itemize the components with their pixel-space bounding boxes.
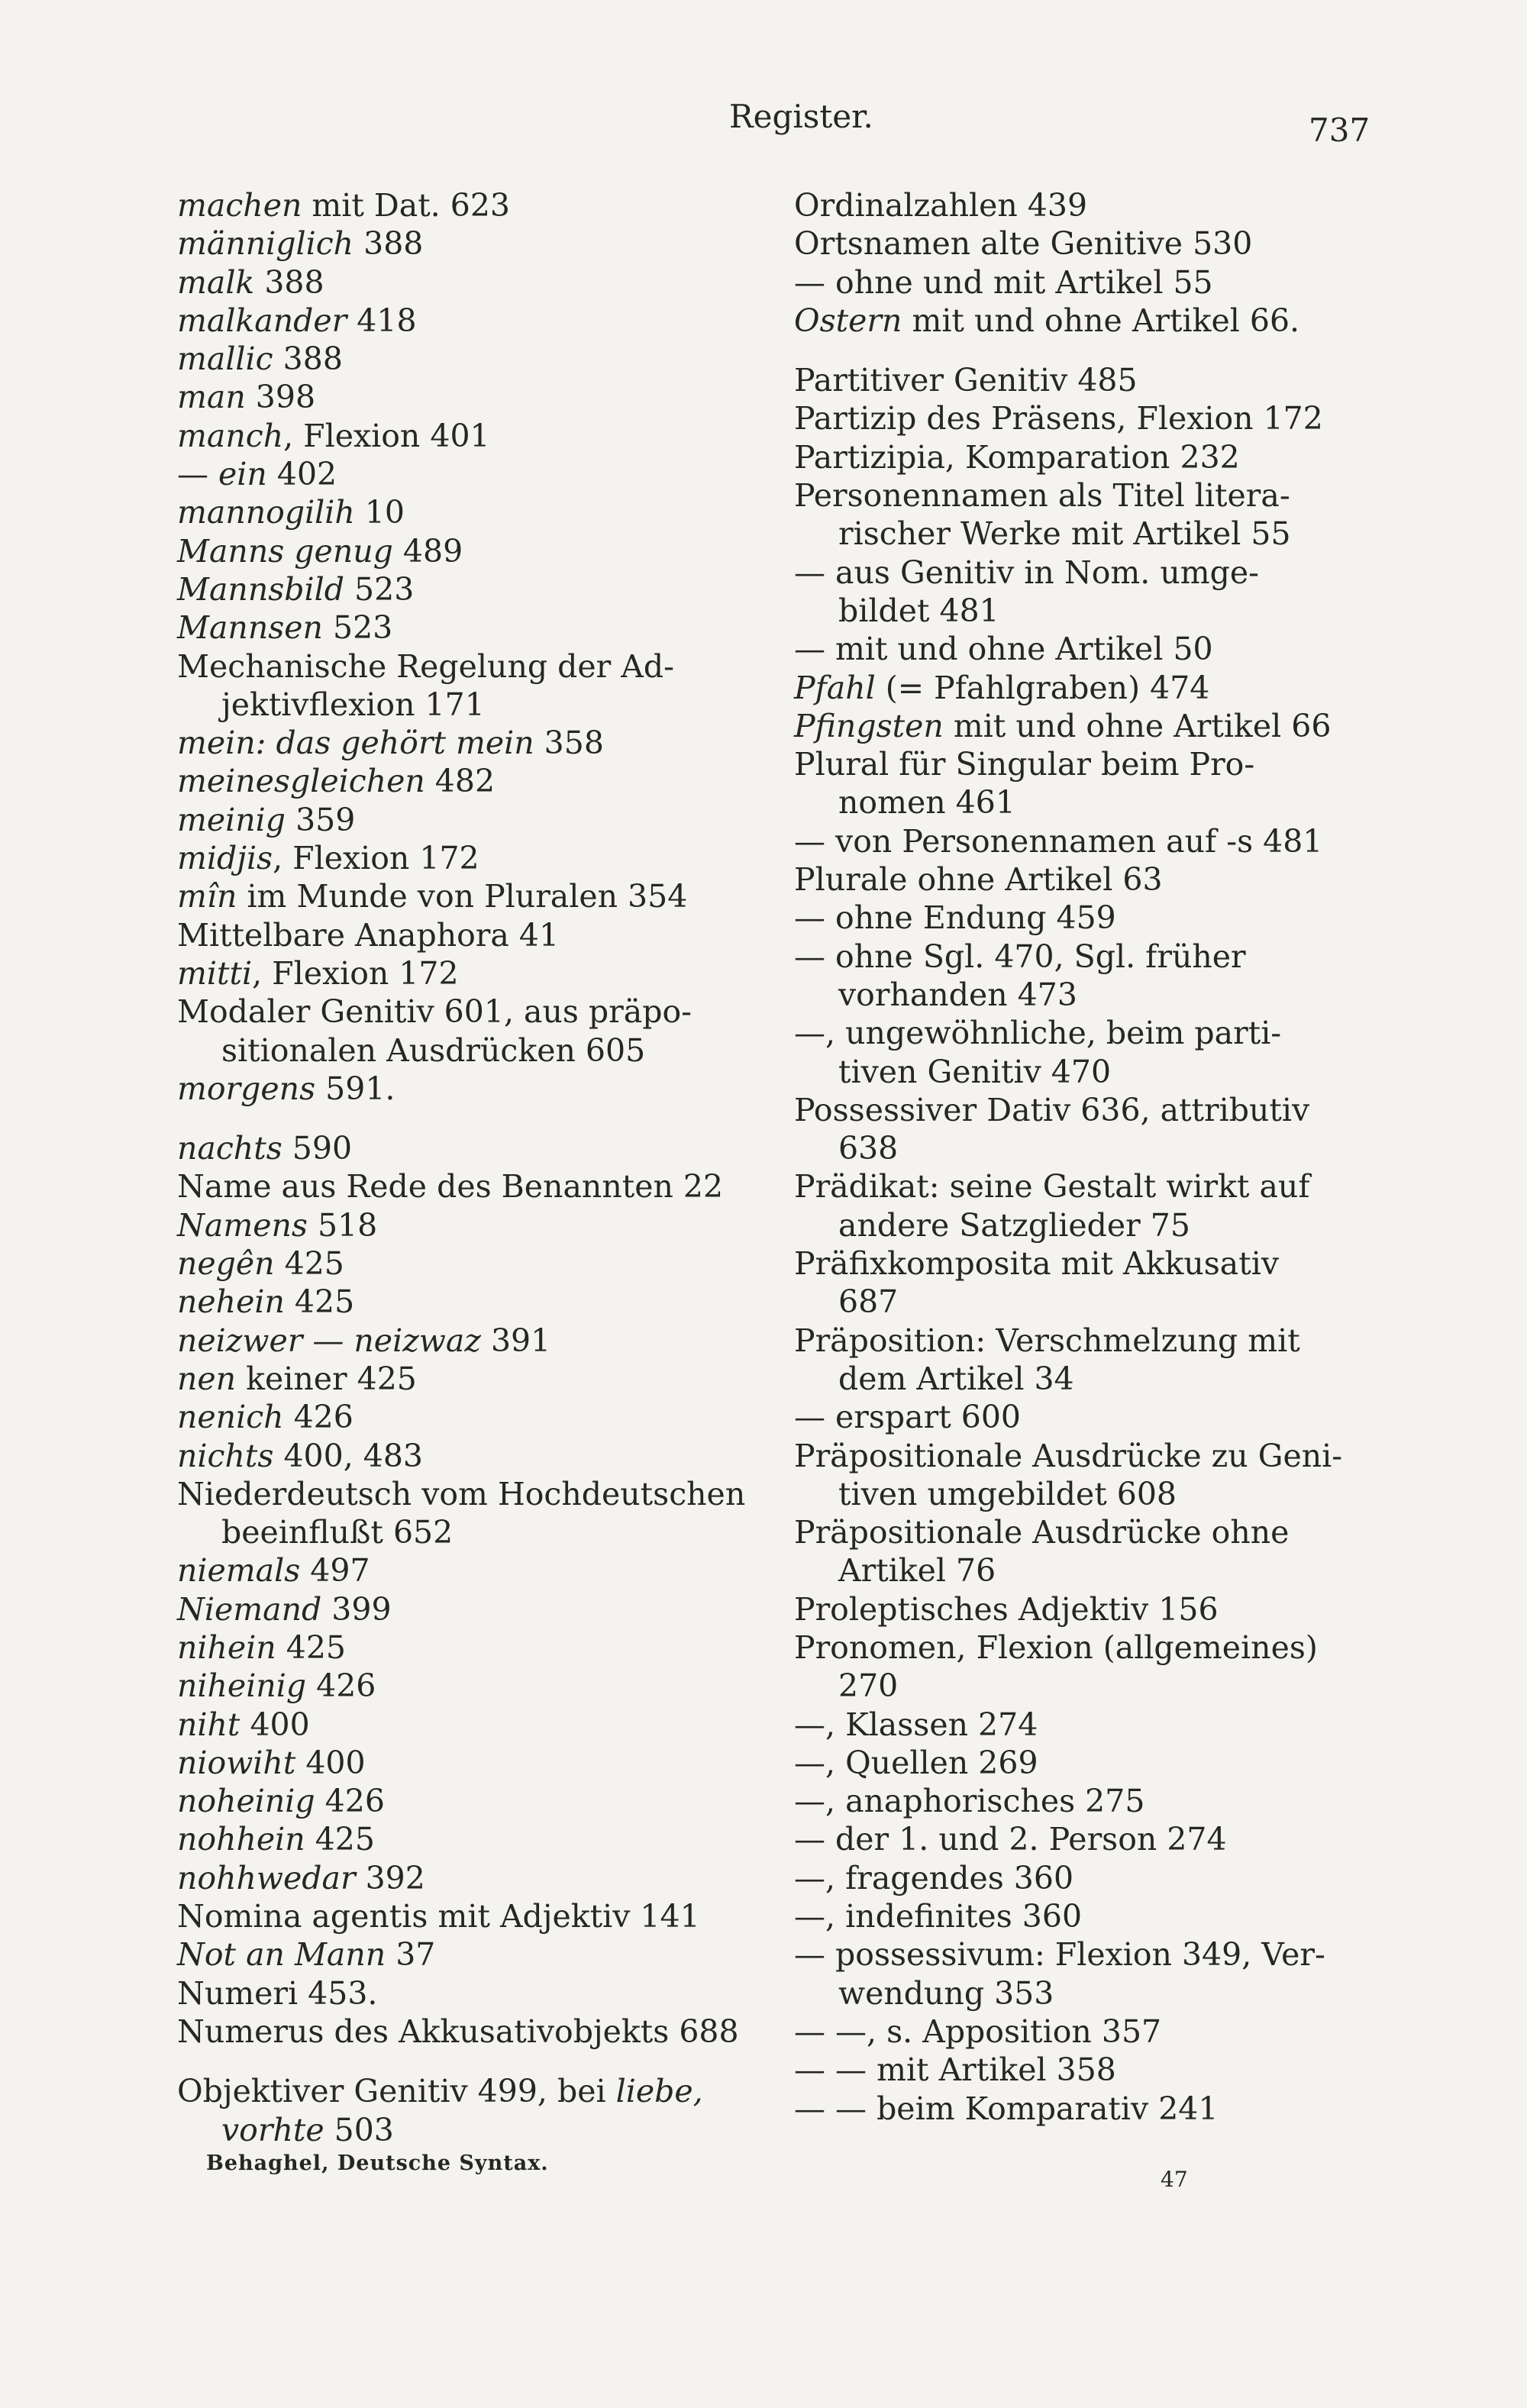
entry-text: — aus Genitiv in Nom. umge- <box>794 554 1259 591</box>
index-entry <box>177 1360 757 1398</box>
index-entry <box>794 554 1355 592</box>
entry-text: 398 <box>245 379 316 416</box>
entry-text: 400 <box>295 1744 366 1781</box>
entry-text: 426 <box>283 1399 354 1436</box>
entry-text: mit und ohne Artikel 66 <box>943 707 1332 744</box>
index-entry <box>794 1706 1355 1744</box>
entry-text: Präpositionale Ausdrücke ohne <box>794 1514 1290 1551</box>
entry-headword: liebe, <box>615 2073 703 2110</box>
entry-text: —, fragendes 360 <box>794 1859 1074 1896</box>
entry-headword: mîn <box>177 878 237 915</box>
index-entry <box>794 2090 1355 2128</box>
entry-prefix: — <box>177 456 219 493</box>
entry-text: 426 <box>306 1667 376 1705</box>
entry-text: —, Klassen 274 <box>794 1706 1038 1743</box>
entry-headword: niheinig <box>177 1667 307 1705</box>
index-entry <box>177 1398 757 1436</box>
entry-text: 400 <box>240 1706 310 1743</box>
entry-text: — der 1. und 2. Person 274 <box>794 1821 1227 1858</box>
entry-text: dem Artikel 34 <box>838 1360 1074 1397</box>
index-entry <box>177 1206 757 1244</box>
entry-text: beeinflußt 652 <box>221 1514 454 1551</box>
entry-text: 359 <box>286 801 356 838</box>
index-entry <box>177 532 757 570</box>
index-entry <box>177 1244 757 1283</box>
entry-headword: nohhein <box>177 1821 305 1858</box>
entry-headword: Manns genug <box>177 532 393 570</box>
entry-headword: machen <box>177 187 302 224</box>
index-entry <box>794 822 1355 860</box>
index-entry <box>794 186 1355 224</box>
entry-text: Nomina agentis mit Adjektiv 141 <box>177 1898 700 1935</box>
index-entry <box>794 1744 1355 1782</box>
index-entry <box>794 515 1355 553</box>
entry-headword: nohhwedar <box>177 1859 356 1896</box>
entry-text: 687 <box>838 1283 899 1321</box>
entry-text: — erspart 600 <box>794 1399 1021 1436</box>
index-entry <box>794 938 1355 976</box>
index-entry <box>177 455 757 493</box>
index-entry <box>177 570 757 608</box>
index-entry <box>177 1513 757 1551</box>
index-entry <box>177 647 757 686</box>
entry-text: im Munde von Pluralen 354 <box>237 878 688 915</box>
left-index-column <box>177 186 757 2149</box>
index-entry <box>177 378 757 416</box>
index-entry <box>794 224 1355 263</box>
entry-text: 638 <box>838 1130 899 1167</box>
index-entry <box>794 1551 1355 1590</box>
entry-headword: mannogilih <box>177 494 355 531</box>
entry-text: Partizipia, Komparation 232 <box>794 438 1240 476</box>
entry-text: Possessiver Dativ 636, attributiv <box>794 1091 1310 1128</box>
entry-headword: nichts <box>177 1437 274 1474</box>
index-entry <box>177 801 757 839</box>
entry-headword: Namens <box>177 1206 308 1244</box>
index-entry <box>177 1475 757 1513</box>
entry-headword: Niemand <box>177 1590 322 1628</box>
entry-text: Artikel 76 <box>838 1552 996 1590</box>
index-entry <box>794 1590 1355 1628</box>
index-entry <box>794 1859 1355 1897</box>
index-entry <box>177 1322 757 1360</box>
entry-text: rischer Werke mit Artikel 55 <box>838 515 1291 553</box>
entry-text: jektivflexion 171 <box>221 686 485 723</box>
entry-headword: nenich <box>177 1399 284 1436</box>
entry-text: Numeri 453. <box>177 1974 378 2012</box>
entry-text: Präfixkomposita mit Akkusativ <box>794 1245 1279 1283</box>
entry-text: 489 <box>392 532 463 570</box>
entry-text: tiven umgebildet 608 <box>838 1475 1177 1512</box>
entry-headword: nachts <box>177 1130 282 1167</box>
entry-text: — — mit Artikel 358 <box>794 2051 1116 2089</box>
index-entry <box>794 438 1355 476</box>
index-entry <box>794 1667 1355 1705</box>
entry-headword: nehein <box>177 1283 285 1321</box>
index-entry <box>177 954 757 993</box>
entry-text: 425 <box>305 1821 375 1858</box>
entry-headword: meinesgleichen <box>177 763 425 800</box>
entry-text: 497 <box>300 1552 370 1590</box>
entry-headword: meinig <box>177 801 286 838</box>
entry-text: Partizip des Präsens, Flexion 172 <box>794 400 1323 437</box>
entry-text: mit und ohne Artikel 66. <box>902 302 1300 339</box>
index-entry <box>177 1897 757 1935</box>
index-entry <box>177 993 757 1031</box>
index-entry <box>177 839 757 877</box>
entry-text: 591. <box>315 1070 395 1107</box>
entry-headword: Ostern <box>794 302 902 339</box>
entry-text: Präposition: Verschmelzung mit <box>794 1322 1300 1359</box>
entry-headword: nen <box>177 1360 237 1397</box>
index-entry <box>794 899 1355 937</box>
index-entry <box>794 263 1355 302</box>
index-entry <box>794 1360 1355 1398</box>
index-entry <box>177 608 757 647</box>
entry-text: 391 <box>480 1322 551 1359</box>
entry-headword: malk <box>177 263 255 301</box>
entry-headword: Mannsen <box>177 609 323 647</box>
entry-headword: midjis <box>177 840 273 877</box>
index-entry <box>794 669 1355 707</box>
index-entry <box>177 263 757 302</box>
index-entry <box>177 1031 757 1070</box>
entry-headword: mallic <box>177 341 273 378</box>
index-entry <box>794 1244 1355 1283</box>
entry-text: 358 <box>534 725 604 762</box>
index-entry <box>177 302 757 340</box>
entry-text: 418 <box>347 302 417 339</box>
index-entry <box>177 762 757 800</box>
index-entry <box>177 1129 757 1167</box>
entry-text: —, ungewöhnliche, beim parti- <box>794 1015 1282 1052</box>
entry-text: sitionalen Ausdrücken 605 <box>221 1031 646 1069</box>
entry-headword: morgens <box>177 1070 316 1107</box>
entry-text: — — beim Komparativ 241 <box>794 2090 1219 2127</box>
index-entry <box>177 1437 757 1475</box>
index-entry <box>794 302 1355 340</box>
entry-headword: man <box>177 379 246 416</box>
index-entry <box>177 1283 757 1321</box>
entry-text: Ordinalzahlen 439 <box>794 187 1088 224</box>
entry-text: Mittelbare Anaphora 41 <box>177 916 560 954</box>
entry-headword: negên <box>177 1245 275 1283</box>
entry-text: 402 <box>266 456 337 493</box>
index-entry <box>177 186 757 224</box>
entry-headword: manch <box>177 417 284 454</box>
entry-text: Plural für Singular beim Pro- <box>794 746 1255 783</box>
entry-headword: niemals <box>177 1552 301 1590</box>
entry-text: Modaler Genitiv 601, aus präpo- <box>177 993 692 1031</box>
index-entry <box>177 1590 757 1628</box>
index-entry <box>794 1820 1355 1858</box>
entry-text: Präpositionale Ausdrücke zu Geni- <box>794 1437 1343 1474</box>
index-entry <box>794 1053 1355 1091</box>
index-entry <box>177 1744 757 1782</box>
entry-text: 523 <box>322 609 393 647</box>
index-entry <box>177 1859 757 1897</box>
entry-text: 425 <box>284 1283 355 1321</box>
index-entry <box>794 1322 1355 1360</box>
entry-text: Niederdeutsch vom Hochdeutschen <box>177 1475 746 1512</box>
right-index-column <box>794 186 1355 2128</box>
index-entry <box>177 1820 757 1858</box>
entry-text: 392 <box>355 1859 425 1896</box>
entry-text: 590 <box>282 1130 353 1167</box>
index-entry <box>794 976 1355 1014</box>
index-entry <box>794 361 1355 399</box>
entry-text: nomen 461 <box>838 784 1015 821</box>
entry-text: 399 <box>321 1590 392 1628</box>
entry-headword: Mannsbild <box>177 570 344 608</box>
entry-headword: niht <box>177 1706 241 1743</box>
entry-text: —, anaphorisches 275 <box>794 1783 1145 1820</box>
index-entry <box>794 1283 1355 1321</box>
entry-text: wendung 353 <box>838 1974 1054 2012</box>
entry-text: 10 <box>354 494 405 531</box>
entry-text: 388 <box>354 225 424 263</box>
index-entry <box>794 2051 1355 2089</box>
entry-headword: mitti <box>177 954 253 992</box>
index-entry <box>794 783 1355 821</box>
entry-text: Proleptisches Adjektiv 156 <box>794 1590 1219 1628</box>
entry-headword: Pfingsten <box>794 707 944 744</box>
index-entry <box>794 860 1355 899</box>
index-entry <box>177 1628 757 1667</box>
page-title: Register. <box>729 98 873 135</box>
entry-text: — possessivum: Flexion 349, Ver- <box>794 1936 1325 1974</box>
index-entry <box>177 2111 757 2149</box>
entry-text: Name aus Rede des Benannten 22 <box>177 1168 724 1206</box>
entry-text: 425 <box>276 1628 347 1666</box>
entry-text: Personennamen als Titel litera- <box>794 477 1290 515</box>
entry-text: — von Personennamen auf -s 481 <box>794 822 1323 860</box>
entry-text: 426 <box>315 1783 385 1820</box>
entry-text: Ortsnamen alte Genitive 530 <box>794 225 1253 263</box>
index-entry <box>177 724 757 762</box>
index-entry <box>794 1398 1355 1436</box>
index-entry <box>177 224 757 263</box>
entry-text: 37 <box>386 1936 436 1974</box>
index-entry <box>177 340 757 378</box>
entry-headword: Not an Mann <box>177 1936 386 1974</box>
index-entry <box>794 2013 1355 2051</box>
entry-text: 425 <box>274 1245 344 1283</box>
entry-text: —, Quellen 269 <box>794 1744 1038 1781</box>
entry-text: keiner 425 <box>236 1360 417 1397</box>
index-entry <box>794 1628 1355 1667</box>
entry-text: — mit und ohne Artikel 50 <box>794 631 1213 668</box>
index-entry <box>794 630 1355 668</box>
index-entry <box>794 1935 1355 1974</box>
index-entry <box>794 1437 1355 1475</box>
entry-headword: Pfahl <box>794 669 876 706</box>
entry-headword: nihein <box>177 1628 276 1666</box>
entry-text: Partitiver Genitiv 485 <box>794 362 1138 399</box>
index-entry <box>177 877 757 915</box>
entry-text: 388 <box>254 263 324 301</box>
entry-text: , Flexion 172 <box>252 954 459 992</box>
index-entry <box>794 707 1355 745</box>
entry-headword: malkander <box>177 302 347 339</box>
index-entry <box>177 2072 757 2110</box>
footer-signature: Behaghel, Deutsche Syntax. <box>206 2151 549 2175</box>
index-entry <box>177 1974 757 2013</box>
index-entry <box>794 399 1355 437</box>
entry-text: , Flexion 172 <box>273 840 479 877</box>
entry-text: andere Satzglieder 75 <box>838 1206 1190 1244</box>
entry-text: vorhanden 473 <box>838 976 1077 1013</box>
entry-text: —, indefinites 360 <box>794 1898 1083 1935</box>
entry-headword: vorhte <box>221 2111 324 2148</box>
index-entry <box>794 1091 1355 1129</box>
entry-text: 482 <box>425 763 496 800</box>
entry-headword: ein <box>218 456 267 493</box>
entry-text: — ohne Endung 459 <box>794 899 1116 937</box>
entry-text: Numerus des Akkusativobjekts 688 <box>177 2013 739 2050</box>
entry-text: 523 <box>344 570 415 608</box>
index-entry <box>794 745 1355 783</box>
entry-text: Plurale ohne Artikel 63 <box>794 861 1163 899</box>
index-entry <box>177 916 757 954</box>
entry-text: Prädikat: seine Gestalt wirkt auf <box>794 1168 1310 1206</box>
entry-text: , Flexion 401 <box>283 417 490 454</box>
index-entry <box>794 1974 1355 2013</box>
index-entry <box>794 1513 1355 1551</box>
index-entry <box>794 1897 1355 1935</box>
index-entry <box>177 417 757 455</box>
index-entry <box>794 1206 1355 1244</box>
index-entry <box>177 1782 757 1820</box>
entry-text: — ohne und mit Artikel 55 <box>794 263 1213 301</box>
entry-text: — —, s. Apposition 357 <box>794 2013 1162 2050</box>
entry-headword: neizwer — neizwaz <box>177 1322 481 1359</box>
index-entry <box>177 2013 757 2051</box>
entry-text: Mechanische Regelung der Ad- <box>177 647 674 685</box>
entry-text: 400, 483 <box>273 1437 424 1474</box>
index-entry <box>177 1667 757 1705</box>
entry-text: Pronomen, Flexion (allgemeines) <box>794 1628 1318 1666</box>
index-entry <box>177 493 757 531</box>
entry-headword: noheinig <box>177 1783 315 1820</box>
index-entry <box>794 1014 1355 1052</box>
index-entry <box>177 1551 757 1590</box>
index-entry <box>794 1475 1355 1513</box>
index-entry <box>177 1706 757 1744</box>
entry-text: bildet 481 <box>838 592 999 629</box>
index-entry <box>794 592 1355 630</box>
entry-text: 270 <box>838 1667 899 1705</box>
entry-text: tiven Genitiv 470 <box>838 1053 1112 1090</box>
entry-headword: niowiht <box>177 1744 296 1781</box>
entry-text: 388 <box>273 341 343 378</box>
index-entry <box>177 1935 757 1974</box>
index-entry <box>177 686 757 724</box>
entry-headword: mein: das gehört mein <box>177 725 534 762</box>
index-entry <box>794 1167 1355 1206</box>
entry-text: 518 <box>307 1206 378 1244</box>
entry-text: Objektiver Genitiv 499, bei <box>177 2073 616 2110</box>
entry-text: (= Pfahlgraben) 474 <box>875 669 1210 706</box>
entry-headword: männiglich <box>177 225 354 263</box>
index-entry <box>794 1782 1355 1820</box>
entry-text: — ohne Sgl. 470, Sgl. früher <box>794 938 1246 975</box>
index-entry <box>794 476 1355 515</box>
signature-mark: 47 <box>1161 2167 1188 2192</box>
index-entry <box>177 1167 757 1206</box>
index-entry <box>177 1070 757 1108</box>
entry-text: 503 <box>324 2111 394 2148</box>
index-entry <box>794 1129 1355 1167</box>
page-number: 737 <box>1309 111 1370 149</box>
entry-text: mit Dat. 623 <box>302 187 511 224</box>
